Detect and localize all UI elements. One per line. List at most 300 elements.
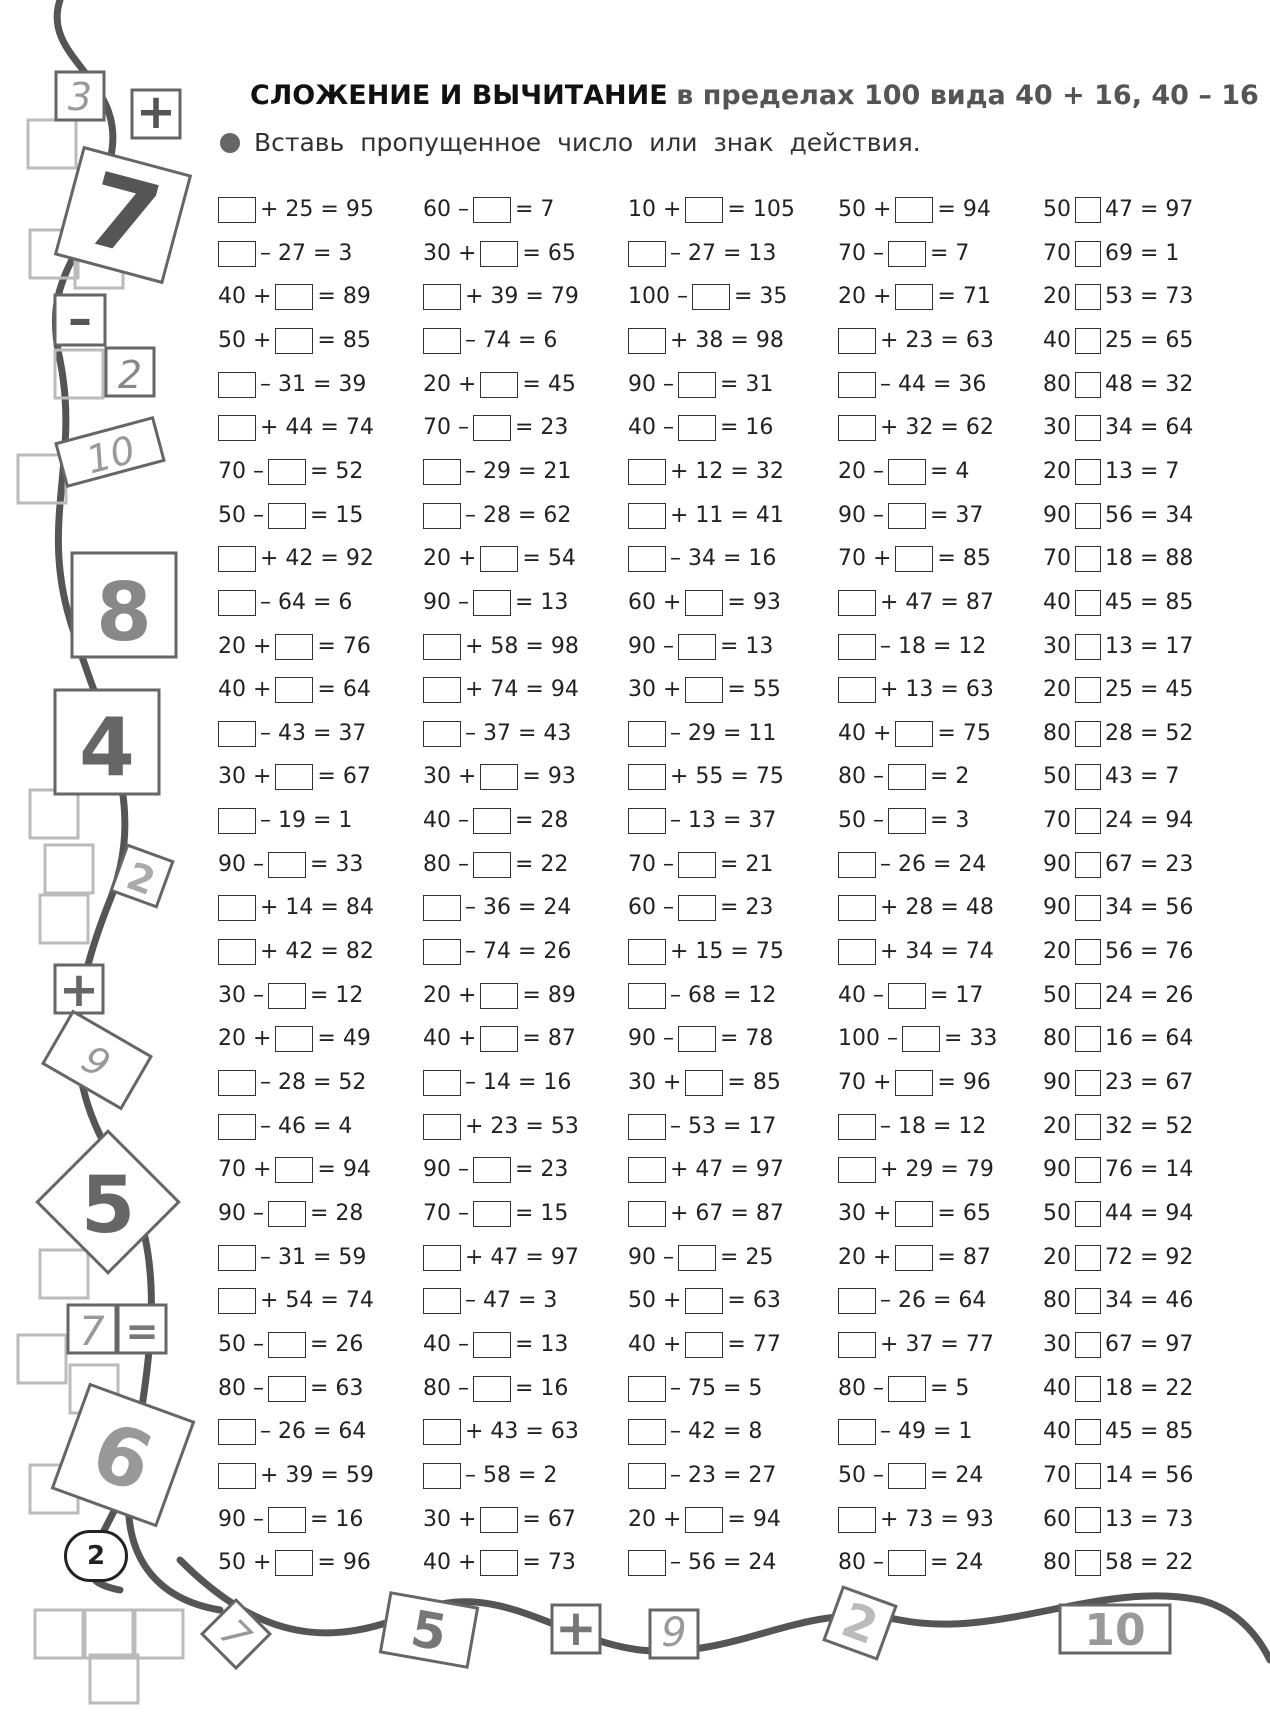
exercise-left-text: 90 [1043,851,1071,877]
answer-box[interactable] [1075,1550,1101,1576]
answer-box[interactable] [218,241,256,267]
answer-box[interactable] [218,415,256,441]
exercise-row [218,801,352,841]
answer-box[interactable] [888,983,926,1009]
exercise-right-text: = 28 [310,1200,364,1226]
answer-box[interactable] [895,721,933,747]
exercise-left-text: 40 – [423,1331,469,1357]
exercise-left-text: 20 + [838,1244,892,1270]
answer-box[interactable] [838,1332,876,1358]
exercise-right-text: = 5 [930,1375,970,1401]
exercise-left-text: 40 + [838,720,892,746]
answer-box[interactable] [628,764,666,790]
answer-box[interactable] [275,284,313,310]
exercise-row [838,1500,994,1540]
exercise-right-text: + 37 = 77 [880,1331,994,1357]
answer-box[interactable] [1075,939,1101,965]
answer-box[interactable] [1075,1288,1101,1314]
answer-box[interactable] [480,764,518,790]
exercise-right-text: = 45 [522,371,576,397]
answer-box[interactable] [888,808,926,834]
answer-box[interactable] [838,590,876,616]
answer-box[interactable] [685,1507,723,1533]
svg-text:7: 7 [74,149,172,281]
exercise-row [423,1281,557,1321]
answer-box[interactable] [473,197,511,223]
exercise-right-text: = 33 [943,1026,998,1052]
answer-box[interactable] [838,1114,876,1140]
answer-box[interactable] [1075,1463,1101,1489]
answer-box[interactable] [423,1288,461,1314]
answer-box[interactable] [423,328,461,354]
answer-box[interactable] [1075,1245,1101,1271]
exercise-row [838,627,986,667]
exercise-row [423,496,571,536]
exercise-row [218,1194,363,1234]
exercise-right-text: 18 = 88 [1105,546,1194,572]
answer-box[interactable] [1075,590,1101,616]
answer-box[interactable] [480,983,518,1009]
exercise-row [218,1238,366,1278]
exercise-row [423,539,576,579]
answer-box[interactable] [1075,503,1101,529]
answer-box[interactable] [218,1419,256,1445]
answer-box[interactable] [268,1507,306,1533]
exercise-row [628,1325,781,1365]
answer-box[interactable] [685,1070,723,1096]
answer-box[interactable] [473,415,511,441]
answer-box[interactable] [268,983,306,1009]
exercise-row [1043,1500,1193,1540]
answer-box[interactable] [895,1070,933,1096]
answer-box[interactable] [838,895,876,921]
answer-box[interactable] [423,284,461,310]
answer-box[interactable] [685,1288,723,1314]
answer-box[interactable] [895,284,933,310]
answer-box[interactable] [275,764,313,790]
exercise-right-text: = 96 [317,1550,371,1576]
exercise-row [838,1194,991,1234]
answer-box[interactable] [423,503,461,529]
answer-box[interactable] [838,634,876,660]
answer-box[interactable] [838,1507,876,1533]
svg-text:+: + [58,962,100,1018]
exercise-row [218,1150,371,1190]
answer-box[interactable] [628,1201,666,1227]
exercise-row [218,234,352,274]
exercise-left-text: 40 – [423,808,469,834]
exercise-row [218,321,371,361]
exercise-row [628,452,784,492]
exercise-right-text: 67 = 97 [1105,1331,1194,1357]
exercise-right-text: – 19 = 1 [260,808,353,834]
exercise-right-text: = 26 [310,1331,364,1357]
exercise-left-text: 50 + [218,1550,272,1576]
answer-box[interactable] [628,328,666,354]
answer-box[interactable] [888,764,926,790]
answer-box[interactable] [218,372,256,398]
answer-box[interactable] [218,590,256,616]
exercise-right-text: = 55 [727,677,781,703]
answer-box[interactable] [1075,808,1101,834]
exercise-right-text: + 42 = 92 [260,546,374,572]
exercise-row [838,1369,969,1409]
exercise-left-text: 20 [1043,677,1071,703]
exercise-right-text: – 43 = 37 [260,720,367,746]
answer-box[interactable] [1075,372,1101,398]
answer-box[interactable] [1075,1332,1101,1358]
exercise-right-text: + 29 = 79 [880,1157,994,1183]
answer-box[interactable] [1075,852,1101,878]
answer-box[interactable] [218,1288,256,1314]
answer-box[interactable] [888,1550,926,1576]
exercise-right-text: 24 = 94 [1105,808,1194,834]
answer-box[interactable] [1075,284,1101,310]
answer-box[interactable] [218,721,256,747]
answer-box[interactable] [423,1419,461,1445]
exercise-left-text: 20 [1043,1244,1071,1270]
answer-box[interactable] [473,1376,511,1402]
exercise-left-text: 70 [1043,546,1071,572]
answer-box[interactable] [423,895,461,921]
exercise-right-text: = 23 [720,895,774,921]
answer-box[interactable] [685,1332,723,1358]
answer-box[interactable] [838,1157,876,1183]
exercise-right-text: + 47 = 97 [670,1157,784,1183]
answer-box[interactable] [480,372,518,398]
answer-box[interactable] [628,983,666,1009]
exercise-right-text: = 76 [317,633,371,659]
exercise-row [423,627,579,667]
exercise-left-text: 50 [1043,764,1071,790]
answer-box[interactable] [628,241,666,267]
exercise-left-text: 90 – [218,851,264,877]
answer-box[interactable] [480,546,518,572]
answer-box[interactable] [678,415,716,441]
answer-box[interactable] [685,590,723,616]
answer-box[interactable] [275,1157,313,1183]
answer-box[interactable] [423,939,461,965]
answer-box[interactable] [218,546,256,572]
exercise-left-text: 70 + [838,1070,892,1095]
answer-box[interactable] [1075,1157,1101,1183]
exercise-left-text: 70 – [628,851,674,877]
answer-box[interactable] [218,895,256,921]
exercise-row [838,583,994,623]
answer-box[interactable] [1075,1114,1101,1140]
answer-box[interactable] [480,1026,518,1052]
exercise-row [218,1063,366,1103]
answer-box[interactable] [218,808,256,834]
answer-box[interactable] [1075,983,1101,1009]
exercise-right-text: – 29 = 21 [465,458,572,484]
exercise-right-text: – 27 = 13 [670,240,777,266]
exercise-row [628,583,781,623]
exercise-row [838,757,969,797]
exercise-right-text: = 105 [727,197,795,222]
answer-box[interactable] [685,677,723,703]
exercise-row [628,627,773,667]
answer-box[interactable] [268,459,306,485]
exercise-row [1043,583,1193,623]
answer-box[interactable] [473,1332,511,1358]
answer-box[interactable] [1075,546,1101,572]
answer-box[interactable] [275,1550,313,1576]
exercise-right-text: 72 = 92 [1105,1244,1194,1270]
answer-box[interactable] [1075,895,1101,921]
exercise-right-text: – 34 = 16 [670,546,777,572]
answer-box[interactable] [888,459,926,485]
answer-box[interactable] [628,1376,666,1402]
answer-box[interactable] [218,197,256,223]
bullet-icon [220,133,240,153]
exercise-row [838,845,986,885]
answer-box[interactable] [628,1114,666,1140]
answer-box[interactable] [895,1201,933,1227]
answer-box[interactable] [218,939,256,965]
exercise-right-text: = 33 [310,851,364,877]
answer-box[interactable] [838,939,876,965]
answer-box[interactable] [678,1245,716,1271]
answer-box[interactable] [473,590,511,616]
answer-box[interactable] [678,634,716,660]
answer-box[interactable] [473,852,511,878]
answer-box[interactable] [628,808,666,834]
answer-box[interactable] [275,677,313,703]
exercise-left-text: 70 [1043,1462,1071,1488]
exercise-right-text: 34 = 46 [1105,1288,1194,1314]
answer-box[interactable] [888,1463,926,1489]
answer-box[interactable] [895,546,933,572]
exercise-left-text: 30 [1043,1331,1071,1357]
answer-box[interactable] [1075,1201,1101,1227]
answer-box[interactable] [838,1288,876,1314]
answer-box[interactable] [423,459,461,485]
exercise-left-text: 90 – [423,589,469,615]
exercise-row [423,1150,568,1190]
answer-box[interactable] [423,677,461,703]
exercise-row [218,627,371,667]
exercise-row [628,757,784,797]
exercise-right-text: + 32 = 62 [880,415,994,441]
answer-box[interactable] [1075,1419,1101,1445]
exercise-row [423,1369,568,1409]
answer-box[interactable] [480,1550,518,1576]
answer-box[interactable] [268,1376,306,1402]
answer-box[interactable] [628,1157,666,1183]
exercise-right-text: 13 = 73 [1105,1506,1194,1532]
answer-box[interactable] [423,1245,461,1271]
exercise-left-text: 80 – [838,1550,884,1576]
exercise-right-text: = 64 [317,677,371,703]
answer-box[interactable] [628,939,666,965]
answer-box[interactable] [678,372,716,398]
exercise-row [628,670,781,710]
answer-box[interactable] [888,1376,926,1402]
answer-box[interactable] [1075,677,1101,703]
exercise-left-text: 50 – [838,808,884,834]
exercise-left-text: 80 [1043,371,1071,397]
answer-box[interactable] [275,1026,313,1052]
answer-box[interactable] [692,284,730,310]
exercise-left-text: 40 + [423,1026,477,1052]
answer-box[interactable] [1075,241,1101,267]
answer-box[interactable] [628,1463,666,1489]
answer-box[interactable] [218,1463,256,1489]
answer-box[interactable] [1075,1026,1101,1052]
answer-box[interactable] [628,1550,666,1576]
exercise-row [218,452,363,492]
exercise-right-text: 45 = 85 [1105,1419,1194,1445]
answer-box[interactable] [838,415,876,441]
exercise-right-text: = 93 [522,764,576,790]
answer-box[interactable] [888,503,926,529]
exercise-right-text: = 13 [720,633,774,659]
answer-box[interactable] [1075,459,1101,485]
exercise-right-text: = 23 [515,1157,569,1183]
exercise-right-text: – 18 = 12 [880,1113,987,1139]
answer-box[interactable] [423,634,461,660]
answer-box[interactable] [423,721,461,747]
answer-box[interactable] [268,1201,306,1227]
exercise-row [838,1150,994,1190]
answer-box[interactable] [423,1463,461,1489]
answer-box[interactable] [678,852,716,878]
answer-box[interactable] [480,241,518,267]
exercise-left-text: 40 – [628,415,674,441]
answer-box[interactable] [480,1507,518,1533]
answer-box[interactable] [895,1245,933,1271]
answer-box[interactable] [628,1419,666,1445]
exercise-left-text: 30 + [423,240,477,266]
exercise-row [628,496,784,536]
exercise-row [1043,1194,1193,1234]
exercise-left-text: 90 [1043,1157,1071,1183]
exercise-left-text: 80 [1043,720,1071,746]
answer-box[interactable] [275,634,313,660]
answer-box[interactable] [628,721,666,747]
exercise-row [218,1325,363,1365]
exercise-row [1043,234,1179,274]
answer-box[interactable] [678,895,716,921]
answer-box[interactable] [1075,1507,1101,1533]
exercise-row [218,539,374,579]
answer-box[interactable] [473,808,511,834]
answer-box[interactable] [1075,328,1101,354]
exercise-left-text: 30 + [423,1506,477,1532]
answer-box[interactable] [1075,721,1101,747]
answer-box[interactable] [838,372,876,398]
exercise-right-text: – 29 = 11 [670,720,777,746]
exercise-left-text: 90 – [838,502,884,528]
answer-box[interactable] [888,241,926,267]
exercise-left-text: 90 – [218,1200,264,1226]
answer-box[interactable] [838,1419,876,1445]
exercise-left-text: 80 – [423,1375,469,1401]
exercise-row [1043,277,1193,317]
answer-box[interactable] [218,1070,256,1096]
answer-box[interactable] [268,852,306,878]
exercise-row [1043,1325,1193,1365]
exercise-right-text: – 58 = 2 [465,1462,558,1488]
exercise-right-text: – 14 = 16 [465,1070,572,1095]
exercise-left-text: 40 + [423,1550,477,1576]
answer-box[interactable] [423,1070,461,1096]
answer-box[interactable] [628,459,666,485]
exercise-row [838,1019,997,1059]
exercise-left-text: 70 + [218,1157,272,1183]
answer-box[interactable] [838,677,876,703]
exercise-left-text: 30 + [628,677,682,703]
exercise-row [838,1543,983,1583]
exercise-right-text: 28 = 52 [1105,720,1194,746]
answer-box[interactable] [268,503,306,529]
answer-box[interactable] [1075,764,1101,790]
answer-box[interactable] [628,503,666,529]
exercise-row [1043,670,1193,710]
answer-box[interactable] [1075,634,1101,660]
exercise-right-text: = 23 [515,415,569,441]
answer-box[interactable] [685,197,723,223]
svg-text:2: 2 [117,353,143,397]
answer-box[interactable] [628,546,666,572]
exercise-left-text: 60 [1043,1506,1071,1532]
exercise-row [628,365,773,405]
answer-box[interactable] [218,1114,256,1140]
answer-box[interactable] [838,852,876,878]
exercise-right-text: = 63 [310,1375,364,1401]
exercise-right-text: = 54 [522,546,576,572]
exercise-right-text: = 85 [937,546,991,572]
instruction [220,128,921,157]
exercise-right-text: + 34 = 74 [880,939,994,965]
exercise-right-text: + 23 = 63 [880,327,994,353]
answer-box[interactable] [268,1332,306,1358]
exercise-right-text: + 73 = 93 [880,1506,994,1532]
answer-box[interactable] [275,328,313,354]
svg-text:2: 2 [121,853,161,905]
exercise-right-text: 13 = 7 [1105,458,1180,484]
exercise-right-text: + 28 = 48 [880,895,994,921]
answer-box[interactable] [1075,197,1101,223]
answer-box[interactable] [895,197,933,223]
answer-box[interactable] [473,1201,511,1227]
exercise-left-text: 30 [1043,415,1071,441]
exercise-right-text: = 13 [515,1331,569,1357]
answer-box[interactable] [1075,415,1101,441]
exercise-left-text: 100 – [838,1026,898,1052]
exercise-left-text: 30 + [423,764,477,790]
exercise-right-text: = 65 [522,240,576,266]
exercise-right-text: + 55 = 75 [670,764,784,790]
exercise-row [838,496,983,536]
exercise-row [1043,627,1193,667]
exercise-right-text: – 49 = 1 [880,1419,973,1445]
answer-box[interactable] [423,1114,461,1140]
answer-box[interactable] [218,1245,256,1271]
answer-box[interactable] [1075,1070,1101,1096]
answer-box[interactable] [902,1026,940,1052]
exercise-right-text: = 73 [522,1550,576,1576]
exercise-row [423,583,568,623]
exercise-left-text: 80 – [838,764,884,790]
answer-box[interactable] [838,328,876,354]
exercise-row [423,714,571,754]
answer-box[interactable] [1075,1376,1101,1402]
exercise-left-text: 20 + [423,982,477,1008]
answer-box[interactable] [678,1026,716,1052]
answer-box[interactable] [473,1157,511,1183]
